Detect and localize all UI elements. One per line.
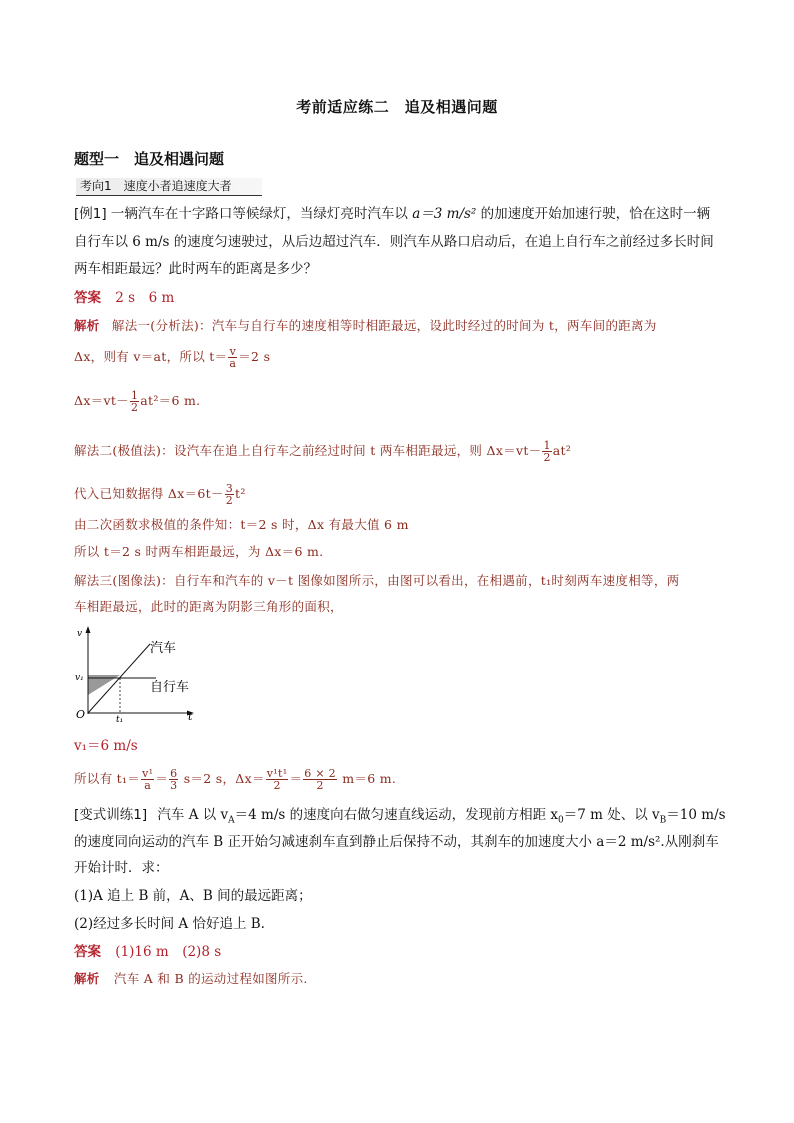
fraction: $\frac{3}{2}$ (225, 482, 234, 507)
solution-method3-line1: 解法三(图像法)：自行车和汽车的 v－t 图像如图所示，由图可以看出，在相遇前，t₁时刻两车速度相等，两 (74, 573, 680, 588)
solution-method2-line2: 代入已知数据得 Δx＝6t－ $\frac{3}{2}$ t² (74, 482, 246, 507)
fraction: $\frac{v}{a}$ (229, 345, 237, 370)
bike-label: 自行车 (150, 680, 190, 695)
v-axis-arrow (86, 626, 91, 633)
example-question-line-3: 两车相距最远？此时两车的距离是多少？ (74, 261, 317, 277)
solution-method2-line4: 所以 t＝2 s 时两车相距最远，为 Δx＝6 m. (74, 544, 324, 559)
v1-value: v₁＝6 m/s (74, 738, 138, 754)
solution-method3-line2: 车相距最远，此时的距离为阴影三角形的面积， (74, 599, 343, 614)
example-question-line-2: 自行车以 6 m/s 的速度匀速驶过，从后边超过汽车．则汽车从路口启动后，在追上自行车之前经过多长时间 (74, 234, 714, 250)
page-title: 考前适应练二 追及相遇问题 (296, 98, 498, 116)
solution-method2-line3: 由二次函数求极值的条件知：t＝2 s 时，Δx 有最大值 6 m (74, 517, 409, 532)
vt-graph (72, 622, 212, 727)
variant-line-3: 开始计时．求： (74, 860, 169, 876)
solution-method1-line1: 解析 解法一(分析法)：汽车与自行车的速度相等时相距最远，设此时经过的时间为 t，两车间的距离为 (74, 318, 657, 333)
example-question-line-1: [例1] 一辆汽车在十字路口等候绿灯，当绿灯亮时汽车以 a＝3 m/s² 的加速度开始加速行驶，恰在这时一辆 (74, 206, 711, 222)
variant-question-2: (2)经过多长时间 A 恰好追上 B. (74, 916, 265, 932)
section-heading: 题型一 追及相遇问题 (74, 150, 225, 168)
fraction: $\frac{1}{2}$ (130, 389, 139, 414)
t1-label: t₁ (116, 715, 124, 725)
topic-label: 考向1 速度小者追速度大者 (76, 178, 262, 196)
variant-line-2: 的速度同向运动的汽车 B 正开始匀减速刹车直到静止后保持不动，其刹车的加速度大小 a＝2 m/s².从刚刹车 (74, 834, 719, 850)
example-answer: 答案 2 s 6 m (74, 290, 175, 306)
fraction: $\frac{1}{2}$ (543, 439, 551, 464)
v1-label: v₁ (75, 673, 84, 683)
v-axis-label: v (77, 629, 83, 639)
origin-label: O (76, 708, 86, 721)
car-label: 汽车 (150, 641, 177, 656)
variant-question-1: (1)A 追上 B 前，A、B 间的最远距离； (74, 888, 312, 904)
t-axis-label: t (188, 710, 193, 723)
solution-method2-line1: 解法二(极值法)：设汽车在追上自行车之前经过时间 t 两车相距最远，则 Δx＝vt－ $\frac{1}{2}$ at² (74, 439, 572, 464)
solution-method1-line3: Δx＝vt－ $\frac{1}{2}$ at²＝6 m. (74, 389, 201, 414)
variant-answer: 答案 (1)16 m (2)8 s (74, 944, 222, 960)
final-computation: 所以有 t₁＝ $\frac{\text{v¹}}{a}$ ＝ $\frac{6}{3}$ s＝2 s，Δx＝ $\frac{\text{v¹t¹}}{2}$ ＝ $\frac{6 \times 2}{2}$ m＝6 m. (74, 767, 397, 792)
variant-solution: 解析 汽车 A 和 B 的运动过程如图所示. (74, 971, 308, 986)
variant-line-1: [变式训练1] 汽车 A 以 $v_A=4$ m/s 的速度向右做匀速直线运动，发现前方相距 $x_0=7$ m 处、以 $v_B=10$ m/s (74, 807, 726, 826)
solution-method1-line2: Δx，则有 v＝at，所以 t＝ $\frac{v}{a}$ ＝2 s (74, 345, 271, 370)
